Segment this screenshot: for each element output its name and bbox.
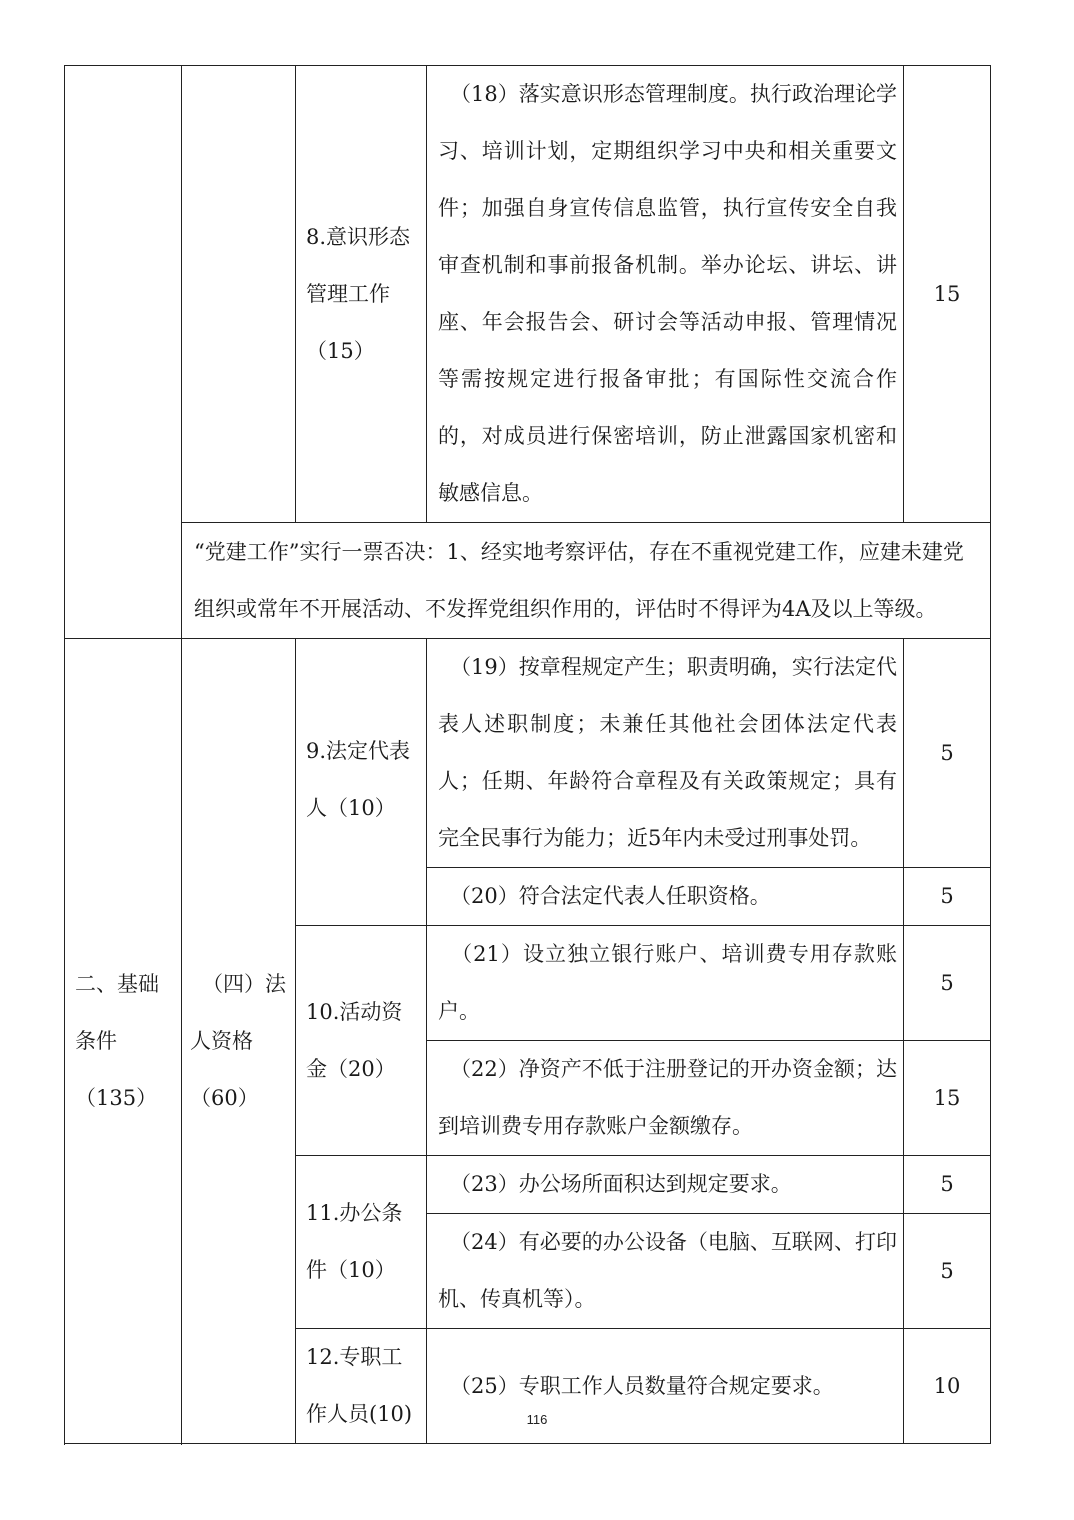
- subsection-cell: [182, 639, 296, 1444]
- score-value: 5: [940, 1258, 954, 1283]
- party-note-text: “党建工作”实行一票否决：1、经实地考察评估，存在不重视党建工作，应建未建党组织或常年不开展活动、不发挥党组织作用的，评估时不得评为4A及以上等级。: [194, 539, 964, 621]
- item-cell: [296, 66, 427, 523]
- content-cell: [427, 868, 904, 926]
- item-cell: [296, 1156, 427, 1329]
- score-value: 15: [933, 1085, 961, 1110]
- content-cell: [427, 639, 904, 868]
- content-text: （21）设立独立银行账户、培训费专用存款账户。: [438, 942, 897, 1023]
- item-label: 12.专职工作人员(10): [306, 1345, 413, 1426]
- score-cell: [904, 66, 991, 523]
- item-label: 9.法定代表人（10）: [306, 739, 411, 820]
- content-text: （19）按章程规定产生；职责明确，实行法定代表人述职制度；未兼任其他社会团体法定代表人；任期、年龄符合章程及有关政策规定；具有完全民事行为能力；近5年内未受过刑事处罚。: [438, 655, 897, 850]
- content-text: （18）落实意识形态管理制度。执行政治理论学习、培训计划，定期组织学习中央和相关重要文件；加强自身宣传信息监管，执行宣传安全自我审查机制和事前报备机制。举办论坛、讲坛、讲座、年会报告会、研讨会等活动申报、管理情况等需按规定进行报备审批；有国际性交流合作的，对成员进行保密培训，防止泄露国家机密和敏感信息。: [438, 82, 897, 505]
- section-cell: [65, 639, 182, 1444]
- item-cell: [296, 926, 427, 1156]
- content-cell: [427, 1041, 904, 1156]
- content-cell: [427, 926, 904, 1041]
- section-cell-empty: [65, 66, 182, 639]
- score-value: 10: [933, 1373, 961, 1398]
- item-label: 11.办公条件（10）: [306, 1201, 403, 1282]
- subsection-cell-empty: [182, 66, 296, 523]
- content-cell: [427, 1156, 904, 1214]
- content-text: （22）净资产不低于注册登记的开办资金额；达到培训费专用存款账户金额缴存。: [438, 1057, 897, 1138]
- table-row: [65, 523, 991, 639]
- score-cell: [904, 1214, 991, 1329]
- content-cell: [427, 1214, 904, 1329]
- content-text: （25）专职工作人员数量符合规定要求。: [450, 1373, 834, 1398]
- score-cell: [904, 926, 991, 1041]
- content-text: （23）办公场所面积达到规定要求。: [450, 1172, 792, 1196]
- score-cell: [904, 1041, 991, 1156]
- score-value: 5: [940, 884, 954, 908]
- item-label: 8.意识形态管理工作（15）: [306, 224, 411, 363]
- score-value: 5: [940, 740, 954, 765]
- score-cell: [904, 868, 991, 926]
- evaluation-table: [64, 65, 991, 1444]
- section-label: 二、基础条件（135）: [75, 971, 159, 1110]
- score-value: 5: [940, 1172, 954, 1196]
- score-cell: [904, 639, 991, 868]
- score-cell: [904, 1156, 991, 1214]
- item-label: 10.活动资金（20）: [306, 999, 403, 1081]
- table-row: [65, 66, 991, 523]
- content-cell: [427, 66, 904, 523]
- score-value: 15: [933, 281, 961, 306]
- item-cell: [296, 639, 427, 926]
- page-number: 116: [526, 1412, 548, 1427]
- content-text: （20）符合法定代表人任职资格。: [450, 884, 771, 908]
- content-text: （24）有必要的办公设备（电脑、互联网、打印机、传真机等）。: [438, 1230, 897, 1311]
- party-veto-note: [182, 523, 991, 639]
- table-row: [65, 639, 991, 868]
- subsection-label: （四）法人资格（60）: [190, 971, 286, 1110]
- score-value: 5: [940, 970, 954, 995]
